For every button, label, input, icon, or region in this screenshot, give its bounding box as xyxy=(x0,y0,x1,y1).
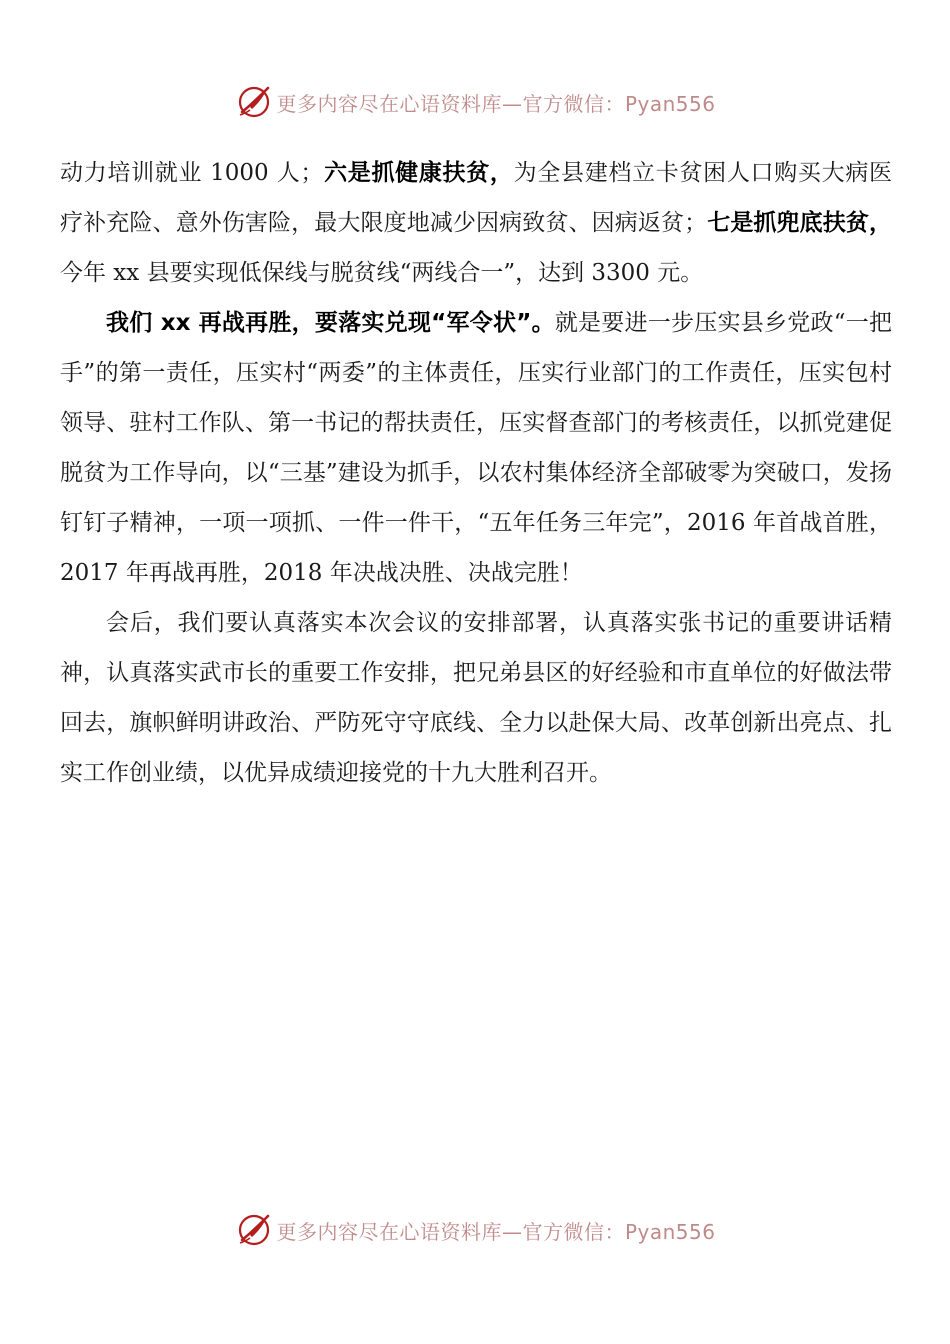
watermark-text: 更多内容尽在心语资料库—官方微信：Pyan556 xyxy=(276,91,716,116)
p2-text-1: 就是要进一步压实县乡党政“一把手”的第一责任，压实村“两委”的主体责任，压实行业部门的工作责任，压实包村领导、驻村工作队、第一书记的帮扶责任，压实督查部门的考核责任，以抓党建促脱贫为工作导向，以“三基”建设为抓手，以农村集体经济全部破零为突破口，发扬钉钉子精神，一项一项抓、一件一件干，“五年任务三年完”，2016 年首战首胜，2017 年再战再胜，2018 年决战决胜、决战完胜！ xyxy=(60,310,892,586)
paragraph-1 xyxy=(60,148,892,298)
p1-bold-2: 七是抓兜底扶贫， xyxy=(707,209,893,236)
watermark-footer xyxy=(0,1210,950,1250)
p1-text-2: 为全县建档立卡贫困人口购买大病医疗补充险、意外伤害险，最大限度地减少因病致贫、因病返贫； xyxy=(60,160,893,236)
paragraph-3 xyxy=(60,598,892,798)
watermark-text-footer: 更多内容尽在心语资料库—官方微信：Pyan556 xyxy=(276,1219,716,1244)
p2-bold-1: 我们 xx 再战再胜，要落实兑现“军令状”。 xyxy=(106,310,555,336)
p1-text-3: 今年 xx 县要实现低保线与脱贫线“两线合一”，达到 3300 元。 xyxy=(60,260,704,286)
document-body xyxy=(60,148,892,798)
p1-text-1: 动力培训就业 1000 人； xyxy=(60,160,324,186)
paragraph-2 xyxy=(60,298,892,598)
quill-logo-icon xyxy=(234,82,274,122)
watermark-header xyxy=(0,82,950,122)
quill-logo-icon xyxy=(234,1210,274,1250)
p3-text-1: 会后，我们要认真落实本次会议的安排部署，认真落实张书记的重要讲话精神，认真落实武市长的重要工作安排，把兄弟县区的好经验和市直单位的好做法带回去，旗帜鲜明讲政治、严防死守守底线、全力以赴保大局、改革创新出亮点、扎实工作创业绩，以优异成绩迎接党的十九大胜利召开。 xyxy=(60,610,892,786)
p1-bold-1: 六是抓健康扶贫， xyxy=(323,159,514,186)
